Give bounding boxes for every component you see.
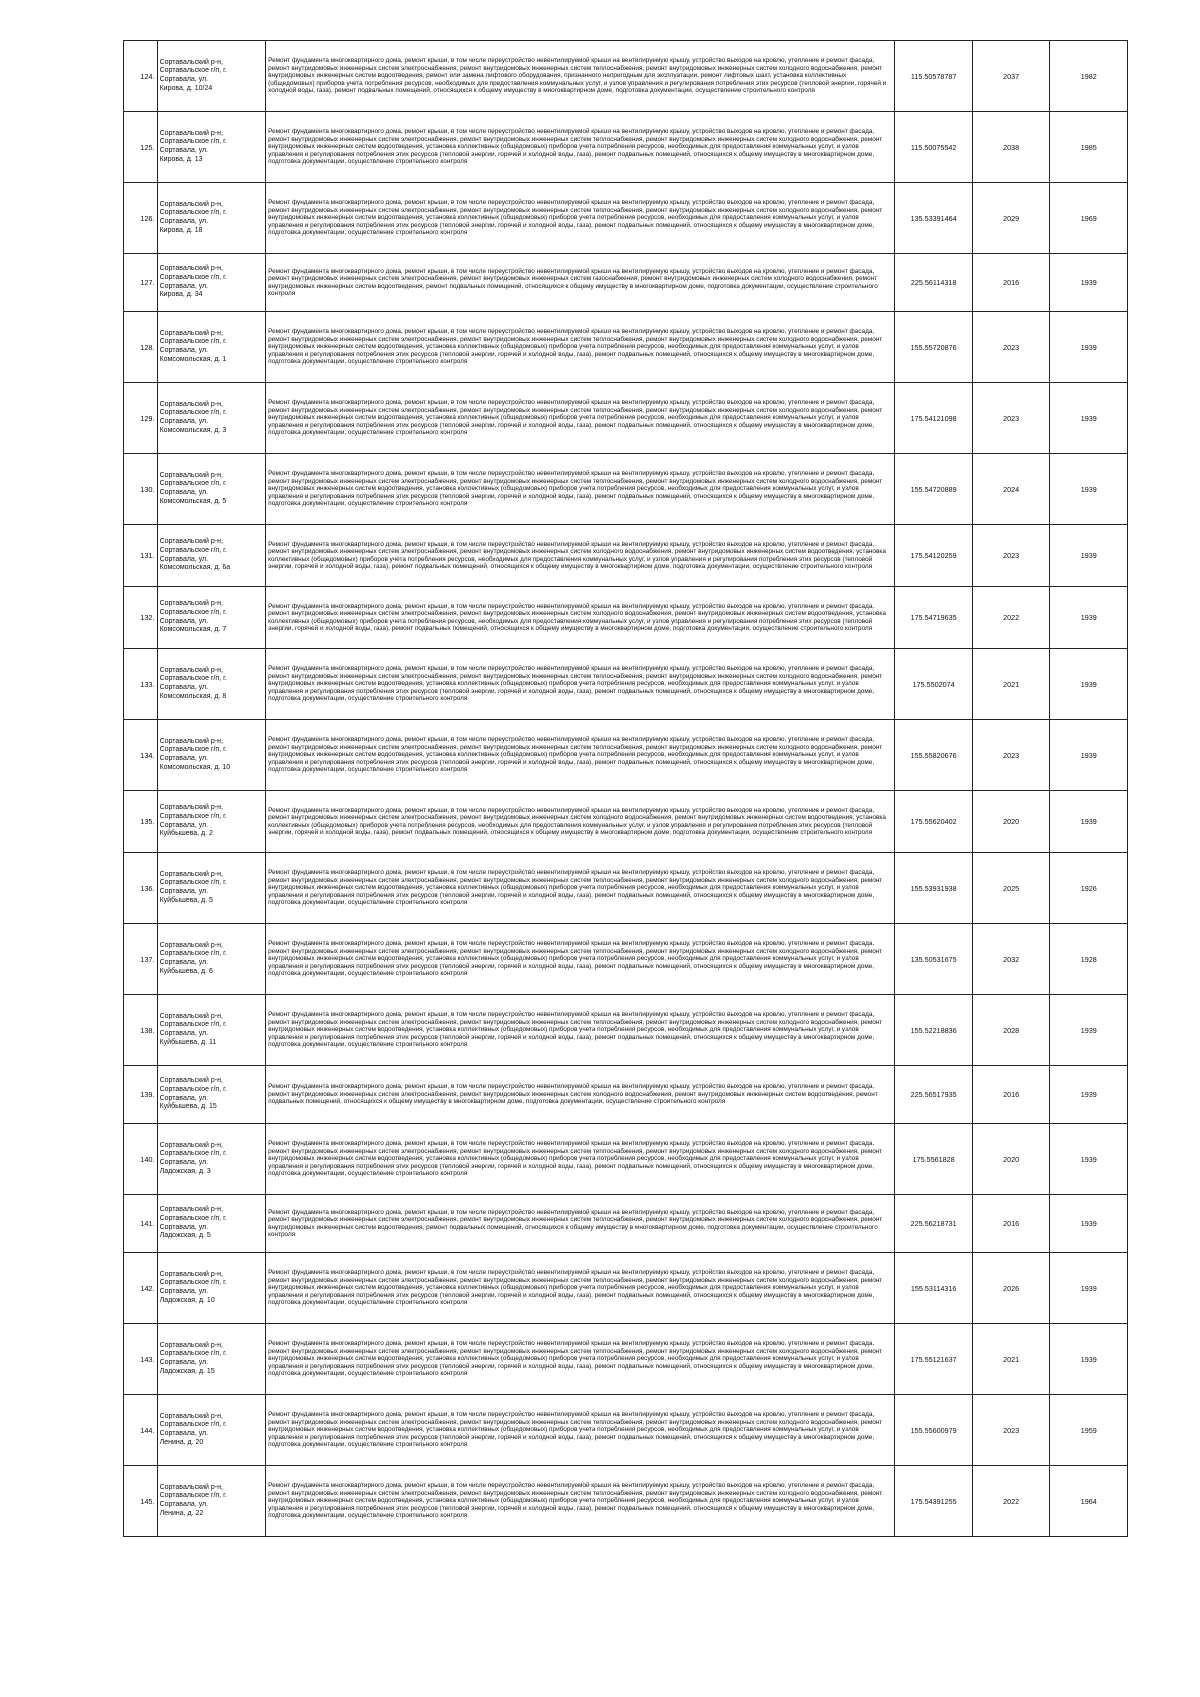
planned-year: 2020 (972, 1124, 1050, 1195)
row-number: 143. (124, 1324, 158, 1395)
cost-value: 155.54720889 (895, 454, 973, 525)
row-number: 132. (124, 587, 158, 649)
works-description: Ремонт фундамента многоквартирного дома, ремонт крыши, в том числе переустройство невентилируемой крыши на вентилируемую крышу, устройство выходов на кровлю, утепление и ремонт фасада, ремонт внутридомовых инженерных систем электроснабжения, ремонт внутридомовых инженерных систем теплоснабжения, ремонт внутридомовых инженерных систем холодного водоснабжения, ремонт внутридомовых инженерных систем водоотведения, установка коллективных (общедомовых) приборов учета потребления ресурсов, необходимых для предоставления коммунальных услуг, и узлов управления и регулирования потребления этих ресурсов (тепловой энергии, горячей и холодной воды, газа), ремонт подвальных помещений, относящихся к общему имуществу в многоквартирном доме, подготовка документации, осуществление строительного контроля (268, 199, 883, 237)
table-row (124, 587, 1128, 649)
table-row (124, 720, 1128, 791)
address-line: Сортавальское г/п, г. (159, 546, 227, 554)
construction-year: 1939 (1050, 1066, 1128, 1124)
address-line: Сортавальское г/п, г. (159, 1421, 227, 1429)
address-line: Ладожская, д. 5 (159, 1232, 211, 1240)
works-cell (266, 1395, 895, 1466)
table-body (124, 41, 1128, 1537)
address-line: Сортавальское г/п, г. (159, 273, 227, 281)
address-line: Сортавальский р-н, (159, 129, 223, 137)
table-row (124, 183, 1128, 254)
address-line: Сортавальский р-н, (159, 200, 223, 208)
address-line: Ладожская, д. 15 (159, 1367, 215, 1375)
construction-year: 1939 (1050, 1253, 1128, 1324)
address-line: Кирова, д. 13 (159, 155, 203, 163)
address-cell (157, 1253, 266, 1324)
works-cell (266, 41, 895, 112)
table-row (124, 1195, 1128, 1253)
row-number: 135. (124, 791, 158, 853)
address-line: Сортавала, ул. (159, 1223, 209, 1231)
works-description: Ремонт фундамента многоквартирного дома, ремонт крыши, в том числе переустройство невентилируемой крыши на вентилируемую крышу, устройство выходов на кровлю, утепление и ремонт фасада, ремонт внутридомовых инженерных систем электроснабжения, ремонт внутридомовых инженерных систем теплоснабжения, ремонт внутридомовых инженерных систем холодного водоснабжения, ремонт внутридомовых инженерных систем водоотведения, установка коллективных (общедомовых) приборов учета потребления ресурсов, необходимых для предоставления коммунальных услуг, и узлов управления и регулирования потребления этих ресурсов (тепловой энергии, горячей и холодной воды, газа), ремонт подвальных помещений, относящихся к общему имуществу в многоквартирном доме, подготовка документации, осуществление строительного контроля (268, 1482, 883, 1520)
address-line: Сортавальское г/п, г. (159, 409, 227, 417)
address-line: Комсомольская, д. 6а (159, 564, 231, 572)
row-number: 141. (124, 1195, 158, 1253)
address-line: Сортавальское г/п, г. (159, 1150, 227, 1158)
construction-year: 1969 (1050, 183, 1128, 254)
works-description: Ремонт фундамента многоквартирного дома, ремонт крыши, в том числе переустройство невентилируемой крыши на вентилируемую крышу, устройство выходов на кровлю, утепление и ремонт фасада, ремонт внутридомовых инженерных систем электроснабжения, ремонт внутридомовых инженерных систем теплоснабжения, ремонт внутридомовых инженерных систем холодного водоснабжения, ремонт внутридомовых инженерных систем водоотведения, установка коллективных (общедомовых) приборов учета потребления ресурсов, необходимых для предоставления коммунальных услуг, и узлов управления и регулирования потребления этих ресурсов (тепловой энергии, горячей и холодной воды, газа), ремонт подвальных помещений, относящихся к общему имуществу в многоквартирном доме, подготовка документации, осуществление строительного контроля (268, 665, 883, 703)
cost-value: 175.54719635 (895, 587, 973, 649)
address-line: Сортавала, ул. (159, 489, 209, 496)
cost-value: 175.54121098 (895, 383, 973, 454)
address-line: Сортавальское г/п, г. (159, 67, 227, 75)
works-cell (266, 383, 895, 454)
address-line: Комсомольская, д. 5 (159, 497, 227, 505)
planned-year: 2022 (972, 1466, 1050, 1537)
address-line: Сортавальский р-н, (159, 58, 223, 66)
address-line: Комсомольская, д. 10 (159, 763, 231, 771)
row-number: 131. (124, 525, 158, 587)
address-line: Сортавальский р-н, (159, 1270, 223, 1278)
address-line: Сортавала, ул. (159, 821, 209, 829)
works-cell (266, 995, 895, 1066)
address-line: Сортавальское г/п, г. (159, 1279, 227, 1287)
row-number: 127. (124, 254, 158, 312)
row-number: 128. (124, 312, 158, 383)
cost-value: 225.56114318 (895, 254, 973, 312)
address-line: Сортавальское г/п, г. (159, 1085, 227, 1093)
address-line: Сортавальское г/п, г. (159, 1492, 227, 1500)
cost-value: 175.5502074 (895, 649, 973, 720)
planned-year: 2016 (972, 1195, 1050, 1253)
row-number: 124. (124, 41, 158, 112)
address-line: Сортавала, ул. (159, 218, 209, 225)
cost-value: 135.50531675 (895, 924, 973, 995)
planned-year: 2023 (972, 720, 1050, 791)
planned-year: 2023 (972, 383, 1050, 454)
address-line: Сортавальское г/п, г. (159, 879, 227, 887)
address-line: Кирова, д. 10/24 (159, 84, 213, 92)
planned-year: 2037 (972, 41, 1050, 112)
construction-year: 1939 (1050, 649, 1128, 720)
planned-year: 2029 (972, 183, 1050, 254)
construction-year: 1939 (1050, 791, 1128, 853)
construction-year: 1928 (1050, 924, 1128, 995)
address-line: Комсомольская, д. 8 (159, 692, 227, 700)
cost-value: 155.55720876 (895, 312, 973, 383)
address-cell (157, 312, 266, 383)
construction-year: 1939 (1050, 587, 1128, 649)
cost-value: 115.50075542 (895, 112, 973, 183)
address-line: Сортавальский р-н, (159, 600, 223, 608)
address-line: Куйбышева, д. 2 (159, 830, 213, 838)
address-line: Комсомольская, д. 7 (159, 626, 227, 634)
works-description: Ремонт фундамента многоквартирного дома, ремонт крыши, в том числе переустройство невентилируемой крыши на вентилируемую крышу, устройство выходов на кровлю, утепление и ремонт фасада, ремонт внутридомовых инженерных систем электроснабжения, ремонт внутридомовых инженерных систем холодного водоснабжения, ремонт внутридомовых инженерных систем водоотведения, установка коллективных (общедомовых) приборов учета потребления ресурсов, необходимых для предоставления коммунальных услуг, и узлов управления и регулирования потребления этих ресурсов (тепловой энергии, горячей и холодной воды, газа), ремонт подвальных помещений, относящихся к общему имуществу в многоквартирном доме, подготовка документации, осуществление строительного контроля (268, 806, 886, 836)
address-cell (157, 383, 266, 454)
cost-value: 175.55620402 (895, 791, 973, 853)
cost-value: 155.52218836 (895, 995, 973, 1066)
address-line: Сортавала, ул. (159, 1094, 209, 1102)
works-description: Ремонт фундамента многоквартирного дома, ремонт крыши, в том числе переустройство невентилируемой крыши на вентилируемую крышу, устройство выходов на кровлю, утепление и ремонт фасада, ремонт внутридомовых инженерных систем электроснабжения, ремонт внутридомовых инженерных систем теплоснабжения, ремонт внутридомовых инженерных систем холодного водоснабжения, ремонт внутридомовых инженерных систем водоотведения, ремонт подвальных помещений, относящихся к общему имуществу в многоквартирном доме, подготовка документации, осуществление строительного контроля (268, 1208, 883, 1238)
table-row (124, 1466, 1128, 1537)
works-description: Ремонт фундамента многоквартирного дома, ремонт крыши, в том числе переустройство невентилируемой крыши на вентилируемую крышу, устройство выходов на кровлю, утепление и ремонт фасада, ремонт внутридомовых инженерных систем электроснабжения, ремонт внутридомовых инженерных систем теплоснабжения, ремонт внутридомовых инженерных систем холодного водоснабжения, ремонт внутридомовых инженерных систем водоотведения, установка коллективных (общедомовых) приборов учета потребления ресурсов, необходимых для предоставления коммунальных услуг, и узлов управления и регулирования потребления этих ресурсов (тепловой энергии, горячей и холодной воды, газа), ремонт подвальных помещений, относящихся к общему имуществу в многоквартирном доме, подготовка документации, осуществление строительного контроля (268, 940, 883, 978)
address-line: Сортавальский р-н, (159, 1141, 223, 1149)
cost-value: 155.55820676 (895, 720, 973, 791)
works-description: Ремонт фундамента многоквартирного дома, ремонт крыши, в том числе переустройство невентилируемой крыши на вентилируемую крышу, устройство выходов на кровлю, утепление и ремонт фасада, ремонт внутридомовых инженерных систем электроснабжения, ремонт внутридомовых инженерных систем теплоснабжения, ремонт внутридомовых инженерных систем холодного водоснабжения, ремонт внутридомовых инженерных систем водоотведения, установка коллективных (общедомовых) приборов учета потребления ресурсов, необходимых для предоставления коммунальных услуг, и узлов управления и регулирования потребления этих ресурсов (тепловой энергии, горячей и холодной воды, газа), ремонт подвальных помещений, относящихся к общему имуществу в многоквартирном доме, подготовка документации, осуществление строительного контроля (268, 128, 883, 166)
planned-year: 2026 (972, 1253, 1050, 1324)
works-cell (266, 1195, 895, 1253)
row-number: 138. (124, 995, 158, 1066)
works-cell (266, 924, 895, 995)
planned-year: 2022 (972, 587, 1050, 649)
cost-value: 175.5561828 (895, 1124, 973, 1195)
table-row (124, 995, 1128, 1066)
address-cell (157, 254, 266, 312)
works-description: Ремонт фундамента многоквартирного дома, ремонт крыши, в том числе переустройство невентилируемой крыши на вентилируемую крышу, устройство выходов на кровлю, утепление и ремонт фасада, ремонт внутридомовых инженерных систем электроснабжения, ремонт внутридомовых инженерных систем теплоснабжения, ремонт внутридомовых инженерных систем холодного водоснабжения, ремонт внутридомовых инженерных систем водоотведения, установка коллективных (общедомовых) приборов учета потребления ресурсов, необходимых для предоставления коммунальных услуг, и узлов управления и регулирования потребления этих ресурсов (тепловой энергии, горячей и холодной воды, газа), ремонт подвальных помещений, относящихся к общему имуществу в многоквартирном доме, подготовка документации, осуществление строительного контроля (268, 1340, 883, 1378)
works-description: Ремонт фундамента многоквартирного дома, ремонт крыши, в том числе переустройство невентилируемой крыши на вентилируемую крышу, устройство выходов на кровлю, утепление и ремонт фасада, ремонт внутридомовых инженерных систем электроснабжения, ремонт внутридомовых инженерных систем теплоснабжения, ремонт внутридомовых инженерных систем холодного водоснабжения, ремонт внутридомовых инженерных систем водоотведения, установка коллективных (общедомовых) приборов учета потребления ресурсов, необходимых для предоставления коммунальных услуг, и узлов управления и регулирования потребления этих ресурсов (тепловой энергии, горячей и холодной воды, газа), ремонт подвальных помещений, относящихся к общему имуществу в многоквартирном доме, подготовка документации, осуществление строительного контроля (268, 736, 883, 774)
row-number: 136. (124, 853, 158, 924)
address-line: Ленина, д. 20 (159, 1438, 204, 1446)
row-number: 144. (124, 1395, 158, 1466)
row-number: 130. (124, 454, 158, 525)
planned-year: 2024 (972, 454, 1050, 525)
table-row (124, 312, 1128, 383)
address-line: Сортавала, ул. (159, 555, 209, 563)
address-line: Сортавала, ул. (159, 888, 209, 895)
address-line: Сортавала, ул. (159, 684, 209, 691)
cost-value: 135.53391464 (895, 183, 973, 254)
row-number: 142. (124, 1253, 158, 1324)
row-number: 134. (124, 720, 158, 791)
works-cell (266, 1324, 895, 1395)
address-cell (157, 112, 266, 183)
address-line: Сортавальский р-н, (159, 1206, 223, 1214)
cost-value: 155.53931938 (895, 853, 973, 924)
address-line: Сортавала, ул. (159, 1288, 209, 1295)
works-cell (266, 112, 895, 183)
works-description: Ремонт фундамента многоквартирного дома, ремонт крыши, в том числе переустройство невентилируемой крыши на вентилируемую крышу, устройство выходов на кровлю, утепление и ремонт фасада, ремонт внутридомовых инженерных систем электроснабжения, ремонт внутридомовых инженерных систем газоснабжения, ремонт внутридомовых инженерных систем холодного водоснабжения, ремонт внутридомовых инженерных систем водоотведения, ремонт подвальных помещений, относящихся к общему имуществу в многоквартирном доме, подготовка документации, осуществление строительного контроля (268, 267, 878, 297)
construction-year: 1939 (1050, 1124, 1128, 1195)
capital-repair-table (123, 40, 1128, 1537)
construction-year: 1982 (1050, 41, 1128, 112)
address-line: Сортавальское г/п, г. (159, 1214, 227, 1222)
address-line: Сортавала, ул. (159, 1501, 209, 1508)
construction-year: 1939 (1050, 1324, 1128, 1395)
cost-value: 175.55121637 (895, 1324, 973, 1395)
address-cell (157, 183, 266, 254)
works-cell (266, 254, 895, 312)
table-row (124, 1395, 1128, 1466)
address-line: Куйбышева, д. 5 (159, 896, 213, 904)
address-line: Сортавальский р-н, (159, 1341, 223, 1349)
address-cell (157, 1395, 266, 1466)
address-line: Сортавала, ул. (159, 959, 209, 966)
table-row (124, 525, 1128, 587)
works-description: Ремонт фундамента многоквартирного дома, ремонт крыши, в том числе переустройство невентилируемой крыши на вентилируемую крышу, устройство выходов на кровлю, утепление и ремонт фасада, ремонт внутридомовых инженерных систем электроснабжения, ремонт внутридомовых инженерных систем теплоснабжения, ремонт внутридомовых инженерных систем холодного водоснабжения, ремонт внутридомовых инженерных систем водоотведения, установка коллективных (общедомовых) приборов учета потребления ресурсов, необходимых для предоставления коммунальных услуг, и узлов управления и регулирования потребления этих ресурсов (тепловой энергии, горячей и холодной воды, газа), ремонт подвальных помещений, относящихся к общему имуществу в многоквартирном доме, подготовка документации, осуществление строительного контроля (268, 869, 883, 907)
planned-year: 2021 (972, 1324, 1050, 1395)
address-line: Сортавальское г/п, г. (159, 746, 227, 754)
works-description: Ремонт фундамента многоквартирного дома, ремонт крыши, в том числе переустройство невентилируемой крыши на вентилируемую крышу, устройство выходов на кровлю, утепление и ремонт фасада, ремонт внутридомовых инженерных систем электроснабжения, ремонт внутридомовых инженерных систем теплоснабжения, ремонт внутридомовых инженерных систем холодного водоснабжения, ремонт внутридомовых инженерных систем водоотведения, установка коллективных (общедомовых) приборов учета потребления ресурсов, необходимых для предоставления коммунальных услуг, и узлов управления и регулирования потребления этих ресурсов (тепловой энергии, горячей и холодной воды, газа), ремонт подвальных помещений, относящихся к общему имуществу в многоквартирном доме, подготовка документации, осуществление строительного контроля (268, 1411, 883, 1449)
row-number: 139. (124, 1066, 158, 1124)
address-cell (157, 1466, 266, 1537)
address-cell (157, 995, 266, 1066)
cost-value: 155.53114316 (895, 1253, 973, 1324)
works-cell (266, 720, 895, 791)
address-line: Сортавальское г/п, г. (159, 950, 227, 958)
row-number: 126. (124, 183, 158, 254)
table-row (124, 1124, 1128, 1195)
planned-year: 2023 (972, 525, 1050, 587)
planned-year: 2023 (972, 312, 1050, 383)
cost-value: 175.54120259 (895, 525, 973, 587)
address-line: Сортавальское г/п, г. (159, 675, 227, 683)
address-line: Сортавала, ул. (159, 282, 209, 290)
planned-year: 2038 (972, 112, 1050, 183)
address-line: Сортавала, ул. (159, 147, 209, 154)
address-cell (157, 853, 266, 924)
address-line: Ладожская, д. 10 (159, 1296, 215, 1304)
address-line: Сортавальский р-н, (159, 1012, 223, 1020)
works-cell (266, 312, 895, 383)
table-row (124, 1324, 1128, 1395)
construction-year: 1964 (1050, 1466, 1128, 1537)
address-line: Сортавальский р-н, (159, 471, 223, 479)
address-line: Сортавальское г/п, г. (159, 138, 227, 146)
address-line: Сортавальское г/п, г. (159, 812, 227, 820)
row-number: 125. (124, 112, 158, 183)
works-cell (266, 649, 895, 720)
works-cell (266, 525, 895, 587)
address-line: Сортавальский р-н, (159, 329, 223, 337)
table-row (124, 649, 1128, 720)
address-line: Куйбышева, д. 15 (159, 1103, 217, 1111)
address-line: Сортавала, ул. (159, 1159, 209, 1166)
table-row (124, 924, 1128, 995)
address-line: Сортавала, ул. (159, 1359, 209, 1366)
address-line: Куйбышева, д. 6 (159, 967, 213, 975)
row-number: 133. (124, 649, 158, 720)
address-cell (157, 41, 266, 112)
construction-year: 1939 (1050, 1195, 1128, 1253)
works-cell (266, 1253, 895, 1324)
address-line: Сортавальский р-н, (159, 737, 223, 745)
address-cell (157, 924, 266, 995)
address-line: Сортавала, ул. (159, 76, 209, 83)
works-cell (266, 791, 895, 853)
table-row (124, 791, 1128, 853)
table-row (124, 254, 1128, 312)
planned-year: 2032 (972, 924, 1050, 995)
address-line: Сортавальский р-н, (159, 265, 223, 273)
table-row (124, 1253, 1128, 1324)
cost-value: 225.56218731 (895, 1195, 973, 1253)
address-line: Сортавальское г/п, г. (159, 338, 227, 346)
works-description: Ремонт фундамента многоквартирного дома, ремонт крыши, в том числе переустройство невентилируемой крыши на вентилируемую крышу, устройство выходов на кровлю, утепление и ремонт фасада, ремонт внутридомовых инженерных систем электроснабжения, ремонт внутридомовых инженерных систем теплоснабжения, ремонт внутридомовых инженерных систем холодного водоснабжения, ремонт внутридомовых инженерных систем водоотведения, установка коллективных (общедомовых) приборов учета потребления ресурсов, необходимых для предоставления коммунальных услуг, и узлов управления и регулирования потребления этих ресурсов (тепловой энергии, горячей и холодной воды, газа), ремонт подвальных помещений, относящихся к общему имуществу в многоквартирном доме, подготовка документации, осуществление строительного контроля (268, 1269, 883, 1307)
construction-year: 1939 (1050, 454, 1128, 525)
works-description: Ремонт фундамента многоквартирного дома, ремонт крыши, в том числе переустройство невентилируемой крыши на вентилируемую крышу, устройство выходов на кровлю, утепление и ремонт фасада, ремонт внутридомовых инженерных систем электроснабжения, ремонт внутридомовых инженерных систем теплоснабжения, ремонт внутридомовых инженерных систем холодного водоснабжения, ремонт внутридомовых инженерных систем водоотведения, установка коллективных (общедомовых) приборов учета потребления ресурсов, необходимых для предоставления коммунальных услуг, и узлов управления и регулирования потребления этих ресурсов (тепловой энергии, горячей и холодной воды, газа), ремонт подвальных помещений, относящихся к общему имуществу в многоквартирном доме, подготовка документации, осуществление строительного контроля (268, 470, 883, 508)
address-line: Сортавальское г/п, г. (159, 1021, 227, 1029)
table-row (124, 454, 1128, 525)
works-cell (266, 1066, 895, 1124)
row-number: 129. (124, 383, 158, 454)
planned-year: 2023 (972, 1395, 1050, 1466)
planned-year: 2016 (972, 1066, 1050, 1124)
address-cell (157, 1066, 266, 1124)
works-cell (266, 1466, 895, 1537)
address-line: Сортавальский р-н, (159, 1412, 223, 1420)
address-cell (157, 791, 266, 853)
construction-year: 1985 (1050, 112, 1128, 183)
works-description: Ремонт фундамента многоквартирного дома, ремонт крыши, в том числе переустройство невентилируемой крыши на вентилируемую крышу, устройство выходов на кровлю, утепление и ремонт фасада, ремонт внутридомовых инженерных систем электроснабжения, ремонт внутридомовых инженерных систем холодного водоснабжения, ремонт внутридомовых инженерных систем водоотведения, установка коллективных (общедомовых) приборов учета потребления ресурсов, необходимых для предоставления коммунальных услуг, и узлов управления и регулирования потребления этих ресурсов (тепловой энергии, горячей и холодной воды, газа), ремонт подвальных помещений, относящихся к общему имуществу в многоквартирном доме, подготовка документации, осуществление строительного контроля (268, 540, 886, 570)
planned-year: 2020 (972, 791, 1050, 853)
table-row (124, 41, 1128, 112)
address-line: Комсомольская, д. 3 (159, 426, 227, 434)
table-row (124, 112, 1128, 183)
construction-year: 1939 (1050, 383, 1128, 454)
address-line: Сортавальский р-н, (159, 804, 223, 812)
address-line: Ленина, д. 22 (159, 1509, 204, 1517)
address-cell (157, 720, 266, 791)
construction-year: 1939 (1050, 525, 1128, 587)
construction-year: 1939 (1050, 720, 1128, 791)
works-description: Ремонт фундамента многоквартирного дома, ремонт крыши, в том числе переустройство невентилируемой крыши на вентилируемую крышу, устройство выходов на кровлю, утепление и ремонт фасада, ремонт внутридомовых инженерных систем электроснабжения, ремонт внутридомовых инженерных систем теплоснабжения, ремонт внутридомовых инженерных систем холодного водоснабжения, ремонт внутридомовых инженерных систем водоотведения, ремонт или замена лифтового оборудования, признанного непригодным для эксплуатации, ремонт лифтовых шахт, установка коллективных (общедомовых) приборов учета потребления ресурсов, необходимых для предоставления коммунальных услуг, и узлов управления и регулирования потребления этих ресурсов (тепловой энергии, горячей и холодной воды, газа), ремонт подвальных помещений, относящихся к общему имуществу в многоквартирном доме, подготовка документации, осуществление строительного контроля (268, 57, 887, 95)
address-cell (157, 1195, 266, 1253)
works-cell (266, 454, 895, 525)
address-line: Сортавальское г/п, г. (159, 209, 227, 217)
works-description: Ремонт фундамента многоквартирного дома, ремонт крыши, в том числе переустройство невентилируемой крыши на вентилируемую крышу, устройство выходов на кровлю, утепление и ремонт фасада, ремонт внутридомовых инженерных систем электроснабжения, ремонт внутридомовых инженерных систем теплоснабжения, ремонт внутридомовых инженерных систем холодного водоснабжения, ремонт внутридомовых инженерных систем водоотведения, установка коллективных (общедомовых) приборов учета потребления ресурсов, необходимых для предоставления коммунальных услуг, и узлов управления и регулирования потребления этих ресурсов (тепловой энергии, горячей и холодной воды, газа), ремонт подвальных помещений, относящихся к общему имуществу в многоквартирном доме, подготовка документации, осуществление строительного контроля (268, 328, 883, 366)
works-cell (266, 853, 895, 924)
table-row (124, 853, 1128, 924)
planned-year: 2025 (972, 853, 1050, 924)
row-number: 140. (124, 1124, 158, 1195)
works-description: Ремонт фундамента многоквартирного дома, ремонт крыши, в том числе переустройство невентилируемой крыши на вентилируемую крышу, устройство выходов на кровлю, утепление и ремонт фасада, ремонт внутридомовых инженерных систем электроснабжения, ремонт внутридомовых инженерных систем холодного водоснабжения, ремонт внутридомовых инженерных систем водоотведения, установка коллективных (общедомовых) приборов учета потребления ресурсов, необходимых для предоставления коммунальных услуг, и узлов управления и регулирования потребления этих ресурсов (тепловой энергии, горячей и холодной воды, газа), ремонт подвальных помещений, относящихся к общему имуществу в многоквартирном доме, подготовка документации, осуществление строительного контроля (268, 602, 886, 632)
construction-year: 1939 (1050, 312, 1128, 383)
address-line: Сортавала, ул. (159, 617, 209, 625)
address-line: Кирова, д. 34 (159, 291, 203, 299)
address-line: Сортавальский р-н, (159, 1077, 223, 1085)
address-line: Сортавальский р-н, (159, 400, 223, 408)
construction-year: 1939 (1050, 995, 1128, 1066)
construction-year: 1939 (1050, 254, 1128, 312)
works-description: Ремонт фундамента многоквартирного дома, ремонт крыши, в том числе переустройство невентилируемой крыши на вентилируемую крышу, устройство выходов на кровлю, утепление и ремонт фасада, ремонт внутридомовых инженерных систем электроснабжения, ремонт внутридомовых инженерных систем теплоснабжения, ремонт внутридомовых инженерных систем холодного водоснабжения, ремонт внутридомовых инженерных систем водоотведения, установка коллективных (общедомовых) приборов учета потребления ресурсов, необходимых для предоставления коммунальных услуг, и узлов управления и регулирования потребления этих ресурсов (тепловой энергии, горячей и холодной воды, газа), ремонт подвальных помещений, относящихся к общему имуществу в многоквартирном доме, подготовка документации, осуществление строительного контроля (268, 1140, 883, 1178)
table-row (124, 1066, 1128, 1124)
works-cell (266, 183, 895, 254)
row-number: 145. (124, 1466, 158, 1537)
document-page (123, 40, 1128, 1537)
address-cell (157, 1324, 266, 1395)
address-line: Сортавальское г/п, г. (159, 608, 227, 616)
address-line: Сортавала, ул. (159, 755, 209, 762)
planned-year: 2021 (972, 649, 1050, 720)
address-line: Куйбышева, д. 11 (159, 1038, 217, 1046)
address-line: Ладожская, д. 3 (159, 1167, 211, 1175)
address-line: Комсомольская, д. 1 (159, 355, 227, 363)
planned-year: 2016 (972, 254, 1050, 312)
works-cell (266, 587, 895, 649)
address-cell (157, 587, 266, 649)
address-line: Сортавальское г/п, г. (159, 1350, 227, 1358)
address-cell (157, 525, 266, 587)
works-cell (266, 1124, 895, 1195)
address-line: Кирова, д. 18 (159, 226, 203, 234)
row-number: 137. (124, 924, 158, 995)
works-description: Ремонт фундамента многоквартирного дома, ремонт крыши, в том числе переустройство невентилируемой крыши на вентилируемую крышу, устройство выходов на кровлю, утепление и ремонт фасада, ремонт внутридомовых инженерных систем электроснабжения, ремонт внутридомовых инженерных систем теплоснабжения, ремонт внутридомовых инженерных систем холодного водоснабжения, ремонт внутридомовых инженерных систем водоотведения, установка коллективных (общедомовых) приборов учета потребления ресурсов, необходимых для предоставления коммунальных услуг, и узлов управления и регулирования потребления этих ресурсов (тепловой энергии, горячей и холодной воды, газа), ремонт подвальных помещений, относящихся к общему имуществу в многоквартирном доме, подготовка документации, осуществление строительного контроля (268, 399, 883, 437)
construction-year: 1926 (1050, 853, 1128, 924)
address-cell (157, 454, 266, 525)
cost-value: 115.50578787 (895, 41, 973, 112)
address-line: Сортавала, ул. (159, 347, 209, 354)
table-row (124, 383, 1128, 454)
address-line: Сортавальский р-н, (159, 538, 223, 546)
cost-value: 175.54391255 (895, 1466, 973, 1537)
works-description: Ремонт фундамента многоквартирного дома, ремонт крыши, в том числе переустройство невентилируемой крыши на вентилируемую крышу, устройство выходов на кровлю, утепление и ремонт фасада, ремонт внутридомовых инженерных систем электроснабжения, ремонт внутридомовых инженерных систем холодного водоснабжения, ремонт внутридомовых инженерных систем водоотведения, ремонт подвальных помещений, относящихся к общему имуществу в многоквартирном доме, подготовка документации, осуществление строительного контроля (268, 1083, 878, 1106)
address-line: Сортавальский р-н, (159, 941, 223, 949)
cost-value: 155.55600979 (895, 1395, 973, 1466)
cost-value: 225.56517935 (895, 1066, 973, 1124)
address-line: Сортавальский р-н, (159, 1483, 223, 1491)
address-line: Сортавала, ул. (159, 418, 209, 425)
address-line: Сортавала, ул. (159, 1030, 209, 1037)
address-cell (157, 649, 266, 720)
construction-year: 1959 (1050, 1395, 1128, 1466)
address-line: Сортавальский р-н, (159, 870, 223, 878)
address-line: Сортавальский р-н, (159, 666, 223, 674)
planned-year: 2028 (972, 995, 1050, 1066)
works-description: Ремонт фундамента многоквартирного дома, ремонт крыши, в том числе переустройство невентилируемой крыши на вентилируемую крышу, устройство выходов на кровлю, утепление и ремонт фасада, ремонт внутридомовых инженерных систем электроснабжения, ремонт внутридомовых инженерных систем теплоснабжения, ремонт внутридомовых инженерных систем холодного водоснабжения, ремонт внутридомовых инженерных систем водоотведения, установка коллективных (общедомовых) приборов учета потребления ресурсов, необходимых для предоставления коммунальных услуг, и узлов управления и регулирования потребления этих ресурсов (тепловой энергии, горячей и холодной воды, газа), ремонт подвальных помещений, относящихся к общему имуществу в многоквартирном доме, подготовка документации, осуществление строительного контроля (268, 1011, 883, 1049)
address-line: Сортавала, ул. (159, 1430, 209, 1437)
address-cell (157, 1124, 266, 1195)
address-line: Сортавальское г/п, г. (159, 480, 227, 488)
